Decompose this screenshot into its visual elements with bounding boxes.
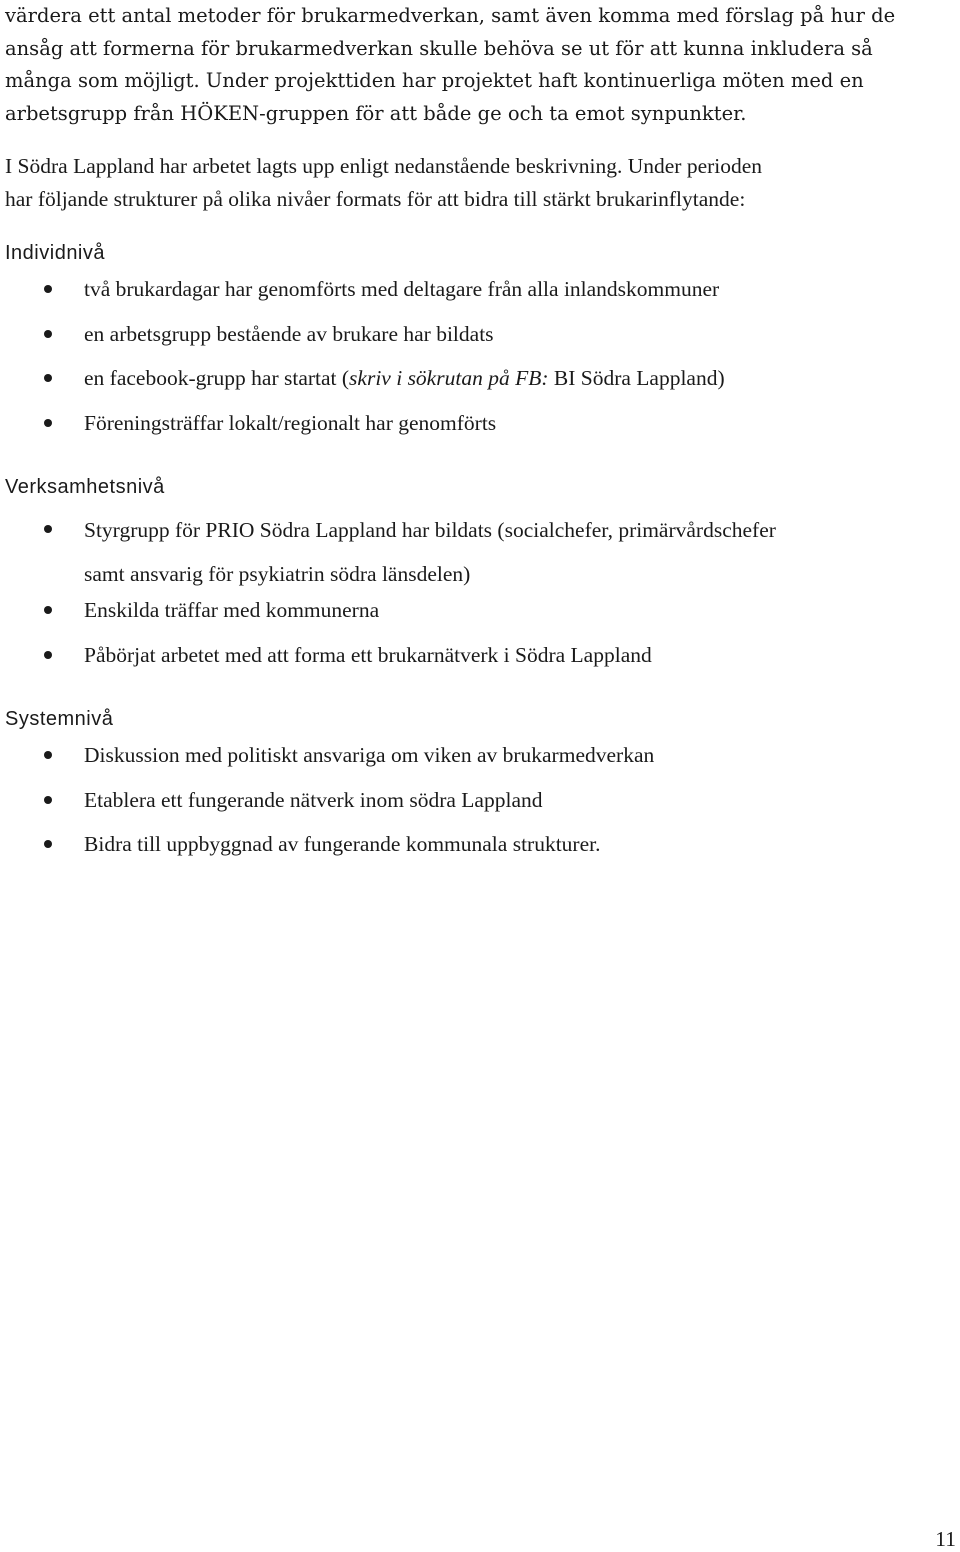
list-verksamhetsniva <box>0 508 950 685</box>
list-item-text: två brukardagar har genomförts med deltagare från alla inlandskommuner <box>84 277 720 301</box>
bullet-icon <box>44 330 52 338</box>
list-item-text-before: en facebook-grupp har startat ( <box>84 366 350 390</box>
list-item-text: Bidra till uppbyggnad av fungerande kommunala strukturer. <box>84 832 601 856</box>
list-item-text: en arbetsgrupp bestående av brukare har bildats <box>84 321 494 346</box>
list-item-text: Etablera ett fungerande nätverk inom södra Lappland <box>84 787 543 812</box>
bullet-icon <box>44 525 52 533</box>
list-item-text: Diskussion med politiskt ansvariga om viken av brukarmedverkan <box>84 743 655 767</box>
lappland-line: I Södra Lappland har arbetet lagts upp enligt nedanstående beskrivning. Under perioden <box>5 154 763 178</box>
list-item <box>0 786 950 831</box>
list-item-text-after: BI Södra Lappland) <box>548 366 725 390</box>
bullet-icon <box>44 651 52 659</box>
intro-line: många som möjligt. Under projekttiden har projektet haft kontinuerliga möten med en <box>5 69 864 92</box>
intro-paragraph <box>5 0 955 130</box>
list-item <box>0 275 950 320</box>
page-number: 11 <box>935 1527 956 1551</box>
lappland-paragraph <box>5 150 955 216</box>
bullet-icon <box>44 419 52 427</box>
list-item <box>0 364 950 409</box>
bullet-icon <box>44 606 52 614</box>
intro-line: värdera ett antal metoder för brukarmedverkan, samt även komma med förslag på hur de <box>5 4 896 27</box>
heading-individniva: Individnivå <box>5 242 106 264</box>
bullet-icon <box>44 285 52 293</box>
heading-verksamhetsniva: Verksamhetsnivå <box>5 476 165 498</box>
list-item-text: Påbörjat arbetet med att forma ett brukarnätverk i Södra Lappland <box>84 642 652 667</box>
intro-line: arbetsgrupp från HÖKEN-gruppen för att både ge och ta emot synpunkter. <box>5 101 747 125</box>
list-item <box>0 320 950 365</box>
list-systemniva <box>0 741 950 875</box>
list-item <box>0 596 950 641</box>
list-item-text: Föreningsträffar lokalt/regionalt har genomförts <box>84 410 497 435</box>
bullet-icon <box>44 751 52 759</box>
list-item <box>0 409 950 454</box>
bullet-icon <box>44 840 52 848</box>
bullet-icon <box>44 374 52 382</box>
list-item <box>0 641 950 686</box>
list-item <box>0 741 950 786</box>
intro-line: ansåg att formerna för brukarmedverkan skulle behöva se ut för att kunna inkludera så <box>5 36 873 60</box>
list-individniva <box>0 275 950 453</box>
bullet-icon <box>44 796 52 804</box>
lappland-line: har följande strukturer på olika nivåer formats för att bidra till stärkt brukarinflytande: <box>5 187 746 211</box>
heading-systemniva: Systemnivå <box>5 708 114 730</box>
list-item <box>0 508 950 596</box>
list-item-text: Enskilda träffar med kommunerna <box>84 598 380 622</box>
list-item-text-italic: skriv i sökrutan på FB: <box>349 366 549 390</box>
list-item-text-continuation: samt ansvarig för psykiatrin södra länsdelen) <box>84 562 471 586</box>
list-item-text: Styrgrupp för PRIO Södra Lappland har bildats (socialchefer, primärvårdschefer <box>84 518 776 542</box>
list-item <box>0 830 950 875</box>
